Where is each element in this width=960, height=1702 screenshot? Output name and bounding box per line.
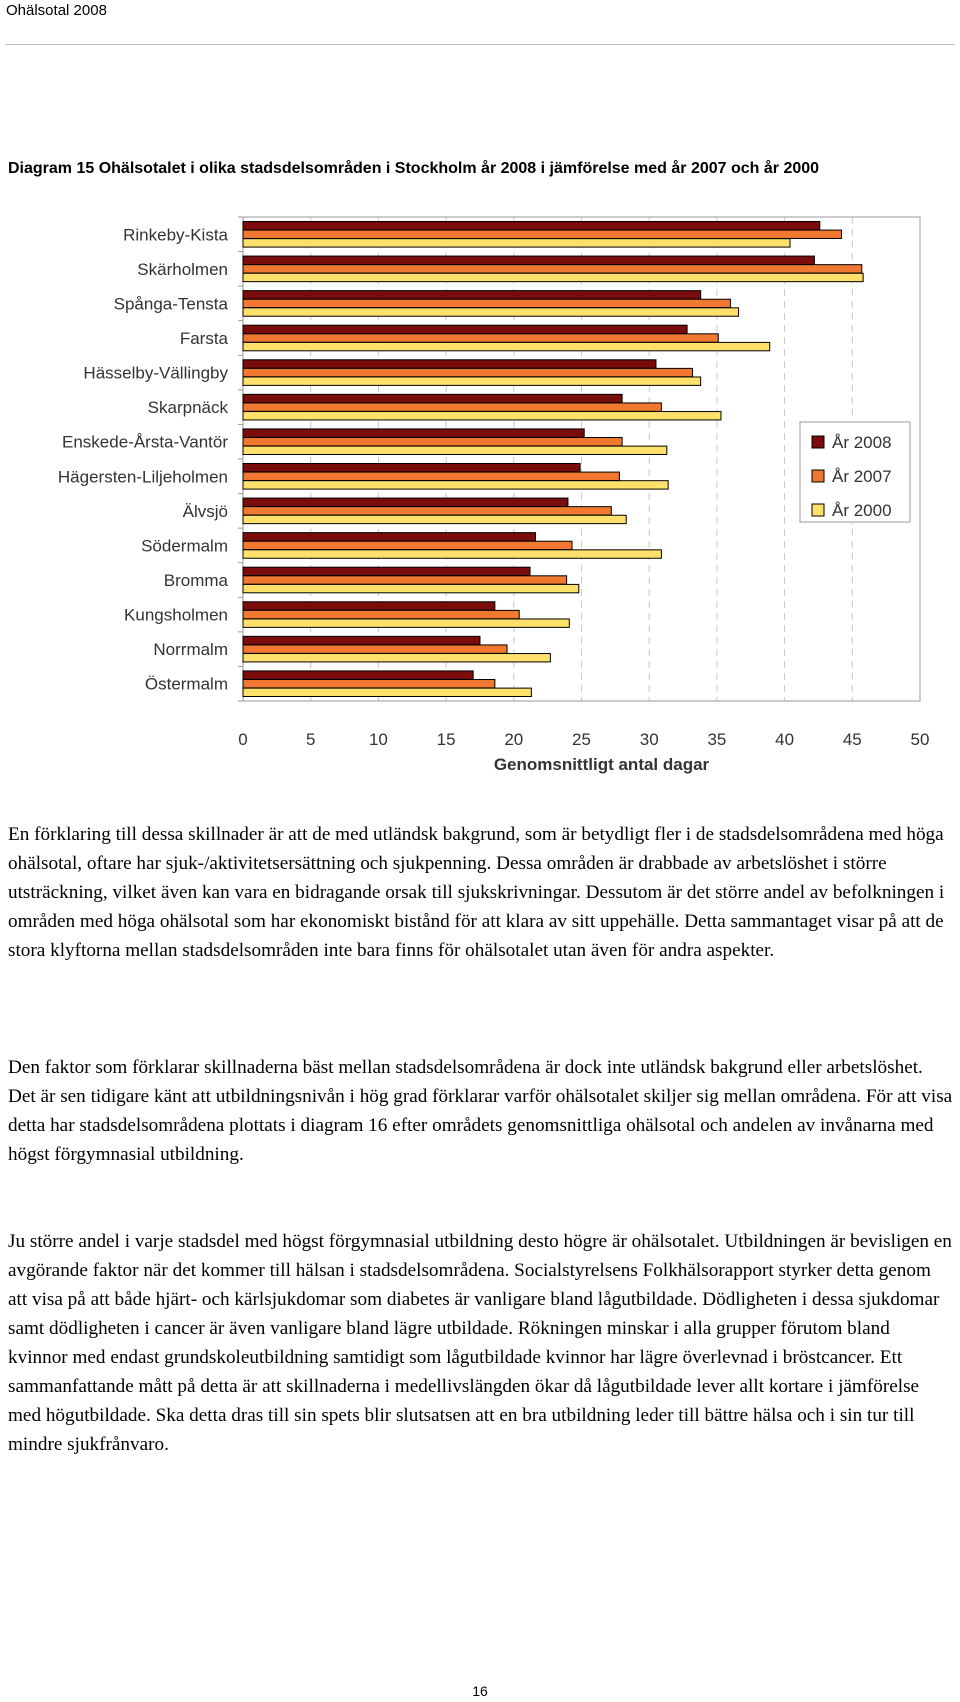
x-tick-label: 15 <box>436 730 456 749</box>
bar <box>243 619 569 627</box>
bar <box>243 541 572 549</box>
category-label: Enskede-Årsta-Vantör <box>62 432 228 452</box>
x-tick-label: 45 <box>842 730 862 749</box>
diagram-title: Diagram 15 Ohälsotalet i olika stadsdelsområden i Stockholm år 2008 i jämförelse med år 2007 och år 2000 <box>8 160 820 177</box>
x-tick-label: 25 <box>572 730 591 749</box>
bar <box>243 377 701 385</box>
bar <box>243 654 550 662</box>
category-label: Östermalm <box>144 674 228 694</box>
bar <box>243 291 701 299</box>
bar <box>243 688 531 696</box>
bar <box>243 671 473 679</box>
category-label: Kungsholmen <box>124 605 228 625</box>
bar <box>243 463 580 471</box>
bar <box>243 403 661 411</box>
x-tick-label: 5 <box>305 730 316 749</box>
paragraph-1: En förklaring till dessa skillnader är att de med utländsk bakgrund, som är betydligt fler i de stadsdelsområdena med höga ohälsotal, oftare har sjuk-/aktivitetsersättning och sjukpenning. Dessa områden är drabbade av arbetslöshet i större utsträckning, vilket även kan vara en bidragande orsak till sjukskrivningar. Dessutom är det större andel av befolkningen i områden med höga ohälsotal som har ekonomiskt bistånd för att klara av sitt uppehälle. Detta sammantaget visar på att de stora klyftorna mellan stadsdelsområden inte bara finns för ohälsotalet utan även för andra aspekter. <box>8 824 945 961</box>
legend-label: År 2008 <box>832 433 892 452</box>
bar <box>243 610 519 618</box>
page-header: Ohälsotal 2008 <box>6 2 107 19</box>
bar <box>243 221 820 229</box>
bar <box>243 325 687 333</box>
bar <box>243 256 814 264</box>
bar <box>243 368 693 376</box>
x-tick-label: 0 <box>238 730 248 749</box>
bar <box>243 334 718 342</box>
bar <box>243 265 862 273</box>
bar <box>243 498 568 506</box>
bar <box>243 584 579 592</box>
legend-swatch <box>812 470 824 482</box>
bar <box>243 230 841 238</box>
bar <box>243 239 790 247</box>
category-label: Farsta <box>179 329 228 348</box>
bar <box>243 515 626 523</box>
bar <box>243 645 507 653</box>
bar <box>243 438 622 446</box>
x-tick-label: 50 <box>910 730 930 749</box>
x-tick-label: 40 <box>775 730 795 749</box>
bar <box>243 680 495 688</box>
legend-swatch <box>812 436 824 448</box>
bar <box>243 636 480 644</box>
legend-label: År 2007 <box>832 467 892 486</box>
bar <box>243 533 535 541</box>
page-number: 16 <box>472 1683 488 1699</box>
bar <box>243 412 721 420</box>
bar <box>243 567 530 575</box>
paragraph-2: Den faktor som förklarar skillnaderna bäst mellan stadsdelsområdena är dock inte utländsk bakgrund eller arbetslöshet. Det är sen tidigare känt att utbildningsnivån i hög grad förklarar varför ohälsotalet skiljer sig mellan områdena. För att visa detta har stadsdelsområdena plottats i diagram 16 efter områdets genomsnittliga ohälsotal och andelen av invånarna med högst förgymnasial utbildning. <box>8 1057 953 1165</box>
bar <box>243 429 584 437</box>
bar <box>243 481 668 489</box>
bar <box>243 576 567 584</box>
x-tick-label: 10 <box>368 730 388 749</box>
bar <box>243 360 656 368</box>
paragraph-3: Ju större andel i varje stadsdel med högst förgymnasial utbildning desto högre är ohälsotalet. Utbildningen är bevisligen en avgörande faktor när det kommer till hälsan i stadsdelsområdena. Socialstyrelsens Folkhälsorapport styrker detta genom att visa på att både hjärt- och kärlsjukdomar som diabetes är vanligare bland lågutbildade. Dödligheten i dessa sjukdomar samt dödligheten i cancer är även vanligare bland lägre utbildade. Rökningen minskar i alla grupper förutom bland kvinnor med endast grundskoleutbildning samtidigt som lågutbildade kvinnor har lägre överlevnad i bröstcancer. Ett sammanfattande mått på detta är att skillnaderna i medellivslängden ökar då lågutbildade lever allt kortare i jämförelse med högutbildade. Ska detta dras till sin spets blir slutsatsen att en bra utbildning leder till bättre hälsa och i sin tur till mindre sjukfrånvaro. <box>8 1231 952 1455</box>
category-label: Norrmalm <box>153 640 228 660</box>
category-label: Älvsjö <box>182 501 228 521</box>
bar <box>243 550 661 558</box>
legend-swatch <box>812 504 824 516</box>
bar <box>243 472 619 480</box>
category-label: Bromma <box>163 571 228 590</box>
bar-chart <box>0 210 960 780</box>
x-axis-title: Genomsnittligt antal dagar <box>493 755 710 774</box>
bar <box>243 394 622 402</box>
x-tick-label: 20 <box>504 730 524 749</box>
category-label: Södermalm <box>141 536 228 556</box>
category-label: Skarpnäck <box>147 398 228 418</box>
category-label: Hägersten-Liljeholmen <box>57 467 228 487</box>
category-label: Spånga-Tensta <box>113 294 228 314</box>
bar <box>243 273 863 281</box>
bar <box>243 342 770 350</box>
legend-label: År 2000 <box>832 501 892 520</box>
x-tick-label: 35 <box>707 730 727 749</box>
category-label: Hässelby-Vällingby <box>83 363 228 383</box>
header-divider <box>6 44 954 45</box>
x-tick-label: 30 <box>639 730 659 749</box>
bar <box>243 602 495 610</box>
bar <box>243 308 739 316</box>
bar <box>243 299 730 307</box>
category-label: Skärholmen <box>137 259 228 279</box>
bar <box>243 507 611 515</box>
bar <box>243 446 667 454</box>
category-label: Rinkeby-Kista <box>123 225 228 245</box>
